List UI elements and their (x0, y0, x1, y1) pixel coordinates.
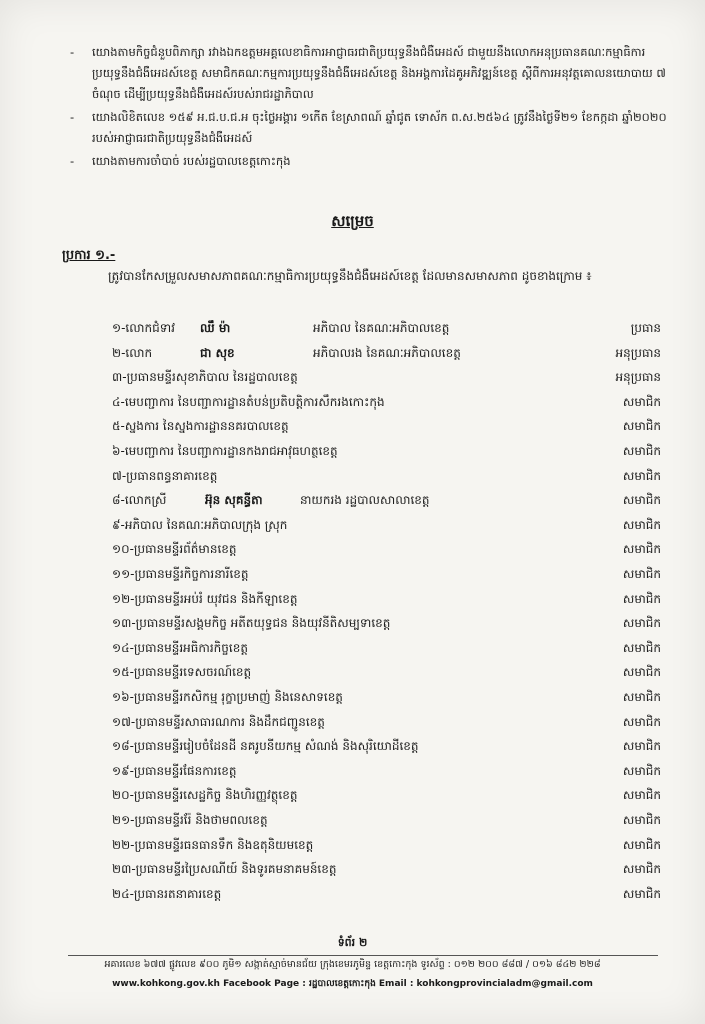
member-row (0, 365, 705, 389)
member-role: សមាជិក (622, 837, 661, 852)
member-label: ១៥-ប្រធានមន្ទីរទេសចរណ៍ខេត្ត (112, 665, 252, 680)
member-role: សមាជិក (622, 886, 661, 901)
member-role: សមាជិក (622, 862, 661, 877)
member-role: សមាជិក (622, 444, 661, 458)
member-position: អភិបាលរង នៃគណៈអភិបាលខេត្ត (313, 345, 461, 360)
member-role: សមាជិក (622, 788, 661, 803)
member-row (0, 439, 705, 463)
member-label: ១៩-ប្រធានមន្ទីរផែនការខេត្ត (112, 763, 237, 778)
member-role: សមាជិក (622, 690, 661, 704)
member-row (0, 562, 705, 586)
member-label: ៩-អភិបាល នៃគណៈអភិបាលក្រុង ស្រុក (112, 517, 288, 532)
member-label: ១២-ប្រធានមន្ទីរអប់រំ យុវជន និងកីឡាខេត្ត (112, 591, 298, 606)
member-label: ៣-ប្រធានមន្ទីរសុខាភិបាល នៃរដ្ឋបាលខេត្ត (112, 370, 298, 385)
reference-text: យោងលិខិតលេខ ១៥៩ អ.ជ.ប.ជ.អ ចុះថ្ងៃអង្គារ ១កើត ខែស្រាពណ៍ ឆ្នាំជូត ទោស័ក ព.ស.២៥៦៤ ត្រូវនឹងថ្ងៃទី២១ ខែកក្កដា ឆ្នាំ២០២០ របស់អាជ្ញាធរជាតិប្រយុទ្ធនឹងជំងឺអេដស៍ (92, 110, 667, 145)
member-row (0, 808, 705, 832)
member-row (0, 833, 705, 857)
member-row (0, 734, 705, 758)
member-row (0, 414, 705, 438)
member-label: ១-លោកជំទាវ (112, 321, 175, 335)
member-role: ប្រធាន (630, 321, 661, 335)
member-row (0, 882, 705, 906)
member-role: សមាជិក (622, 394, 661, 409)
member-label: ១៣-ប្រធានមន្ទីរសង្គមកិច្ច អតីតយុទ្ធជន និងយុវនីតិសម្បទាខេត្ត (112, 616, 391, 631)
member-role: សមាជិក (622, 739, 661, 754)
member-label: ១០-ប្រធានមន្ទីរព័ត៌មានខេត្ត (112, 542, 237, 557)
member-label: ៤-មេបញ្ជាការ នៃបញ្ជាការដ្ឋានតំបន់ប្រតិបត្តិការសឹករងកោះកុង (112, 394, 385, 409)
footer-address: អគារលេខ ៦៧៧ ផ្លូវលេខ ៩០០ ភូមិ១ សង្កាត់ស្មាច់មានជ័យ ក្រុងខេមរភូមិន្ទ ខេត្តកោះកុង ទូរស័ព្ទ : ០១២ ២០០ ៨៨៧ / ០១៦ ៨៤២ ២២៨ (104, 959, 601, 970)
member-label: ៨-លោកស្រី (112, 493, 167, 508)
member-role: សមាជិក (622, 813, 661, 827)
member-row (0, 587, 705, 611)
member-row (0, 390, 705, 414)
member-label: ២១-ប្រធានមន្ទីររ៉ែ និងថាមពលខេត្ត (112, 813, 268, 827)
member-label: ៧-ប្រធានពន្ធនាគារខេត្ត (112, 468, 218, 483)
member-row (0, 537, 705, 561)
member-row (0, 660, 705, 684)
member-label: ១១-ប្រធានមន្ទីរកិច្ចការនារីខេត្ត (112, 567, 249, 581)
member-role: សមាជិក (622, 763, 661, 778)
reference-text: យោងតាមកិច្ចជំនួបពិភាក្សា រវាងឯកឧត្តមអគ្គលេខាធិការអាជ្ញាធរជាតិប្រយុទ្ធនឹងជំងឺអេដស៍ ជាមួយនឹងលោកអនុប្រធានគណៈកម្មាធិការប្រយុទ្ធនឹងជំងឺអេដស៍ខេត្ត សមាជិកគណៈកម្មការប្រយុទ្ធនឹងជំងឺអេដស៍ខេត្ត និងអង្គការដៃគូអភិវឌ្ឍន៍ខេត្ត ស្តីពីការអនុវត្តគោលនយោបាយ ៧ ចំណុច ដើម្បីប្រយុទ្ធនឹងជំងឺអេដស៍របស់រាជរដ្ឋាភិបាល (92, 45, 666, 101)
member-row (0, 685, 705, 709)
member-role: អនុប្រធាន (615, 370, 661, 385)
reference-item: - យោងលិខិតលេខ ១៥៩ អ.ជ.ប.ជ.អ ចុះថ្ងៃអង្គារ ១កើត ខែស្រាពណ៍ ឆ្នាំជូត ទោស័ក ព.ស.២៥៦៤ ត្រូវនឹងថ្ងៃទី២១ ខែកក្កដា ឆ្នាំ២០២០ របស់អាជ្ញាធរជាតិប្រយុទ្ធនឹងជំងឺអេដស៍ (70, 107, 670, 149)
member-row (0, 488, 705, 512)
member-row (0, 710, 705, 734)
member-label: ២៤-ប្រធានរតនាគារខេត្ត (112, 886, 222, 901)
member-label: ២៣-ប្រធានមន្ទីរប្រៃសណីយ៍ និងទូរគមនាគមន៍ខេត្ត (112, 862, 337, 877)
member-label: ១៧-ប្រធានមន្ទីរសាធារណការ និងដឹកជញ្ជូនខេត្ត (112, 714, 325, 729)
member-role: សមាជិក (622, 616, 661, 631)
member-row (0, 857, 705, 881)
member-label: ២២-ប្រធានមន្ទីរធនធានទឹក និងឧតុនិយមខេត្ត (112, 837, 314, 852)
member-label: ២០-ប្រធានមន្ទីរសេដ្ឋកិច្ច និងហិរញ្ញវត្ថុខេត្ត (112, 788, 298, 803)
member-name: អ៊ុន សុគន្ធីតា (205, 493, 263, 508)
member-role: អនុប្រធាន (615, 345, 661, 360)
reference-item: - យោងតាមការចាំបាច់ របស់រដ្ឋបាលខេត្តកោះកុង (70, 151, 670, 172)
member-row (0, 783, 705, 807)
article-label: ប្រការ ១.- (62, 248, 116, 263)
member-role: សមាជិក (622, 714, 661, 729)
reference-list (70, 42, 670, 174)
member-label: ១៤-ប្រធានមន្ទីរអធិការកិច្ចខេត្ត (112, 640, 248, 655)
member-name: ជា សុខ (200, 345, 235, 360)
reference-item: - យោងតាមកិច្ចជំនួបពិភាក្សា រវាងឯកឧត្តមអគ្គលេខាធិការអាជ្ញាធរជាតិប្រយុទ្ធនឹងជំងឺអេដស៍ ជាមួយនឹងលោកអនុប្រធានគណៈកម្មាធិការប្រយុទ្ធនឹងជំងឺអេដស៍ខេត្ត សមាជិកគណៈកម្មការប្រយុទ្ធនឹងជំងឺអេដស៍ខេត្ត និងអង្គការដៃគូអភិវឌ្ឍន៍ខេត្ត ស្តីពីការអនុវត្តគោលនយោបាយ ៧ ចំណុច ដើម្បីប្រយុទ្ធនឹងជំងឺអេដស៍របស់រាជរដ្ឋាភិបាល (70, 42, 670, 105)
member-row (0, 341, 705, 365)
member-role: សមាជិក (622, 640, 661, 655)
member-label: ៦-មេបញ្ជាការ នៃបញ្ជាការដ្ឋានកងរាជអាវុធហត្ថខេត្ត (112, 444, 338, 458)
member-role: សមាជិក (622, 591, 661, 606)
member-label: ១៨-ប្រធានមន្ទីររៀបចំដែនដី នគរូបនីយកម្ម សំណង់ និងសុរិយោដីខេត្ត (112, 739, 419, 754)
member-row (0, 513, 705, 537)
page-number: ទំព័រ ២ (337, 936, 368, 949)
member-role: សមាជិក (622, 517, 661, 532)
member-row (0, 759, 705, 783)
member-role: សមាជិក (622, 468, 661, 483)
decision-heading: សម្រេច (331, 212, 374, 230)
member-row (0, 464, 705, 488)
member-role: សមាជិក (622, 567, 661, 581)
member-label: ១៦-ប្រធានមន្ទីរកសិកម្ម រុក្ខាប្រមាញ់ និងនេសាទខេត្ត (112, 690, 343, 704)
member-position: នាយករង រដ្ឋបាលសាលាខេត្ត (300, 493, 430, 508)
member-name: ឈឹ ម៉ា (200, 321, 231, 335)
member-row (0, 636, 705, 660)
member-role: សមាជិក (622, 493, 661, 508)
member-role: សមាជិក (622, 419, 661, 434)
member-role: សមាជិក (622, 542, 661, 557)
member-row (0, 316, 705, 340)
member-position: អភិបាល នៃគណៈអភិបាលខេត្ត (313, 321, 450, 335)
footer-divider (68, 955, 658, 956)
member-label: ៥-ស្នងការ នៃស្នងការដ្ឋាននគរបាលខេត្ត (112, 419, 289, 434)
article-intro: ត្រូវបានកែសម្រួលសមាសភាពគណៈកម្មាធិការប្រយុទ្ធនឹងជំងឺអេដស៍ខេត្ត ដែលមានសមាសភាព ដូចខាងក្រោម ៖ (108, 269, 592, 283)
footer-contacts: www.kohkong.gov.kh Facebook Page : រដ្ឋបាលខេត្តកោះកុង Email : kohkongprovincialadm@gmail.com (112, 979, 593, 989)
member-role: សមាជិក (622, 665, 661, 680)
reference-text: យោងតាមការចាំបាច់ របស់រដ្ឋបាលខេត្តកោះកុង (92, 154, 291, 168)
member-label: ២-លោក (112, 345, 153, 360)
member-row (0, 611, 705, 635)
